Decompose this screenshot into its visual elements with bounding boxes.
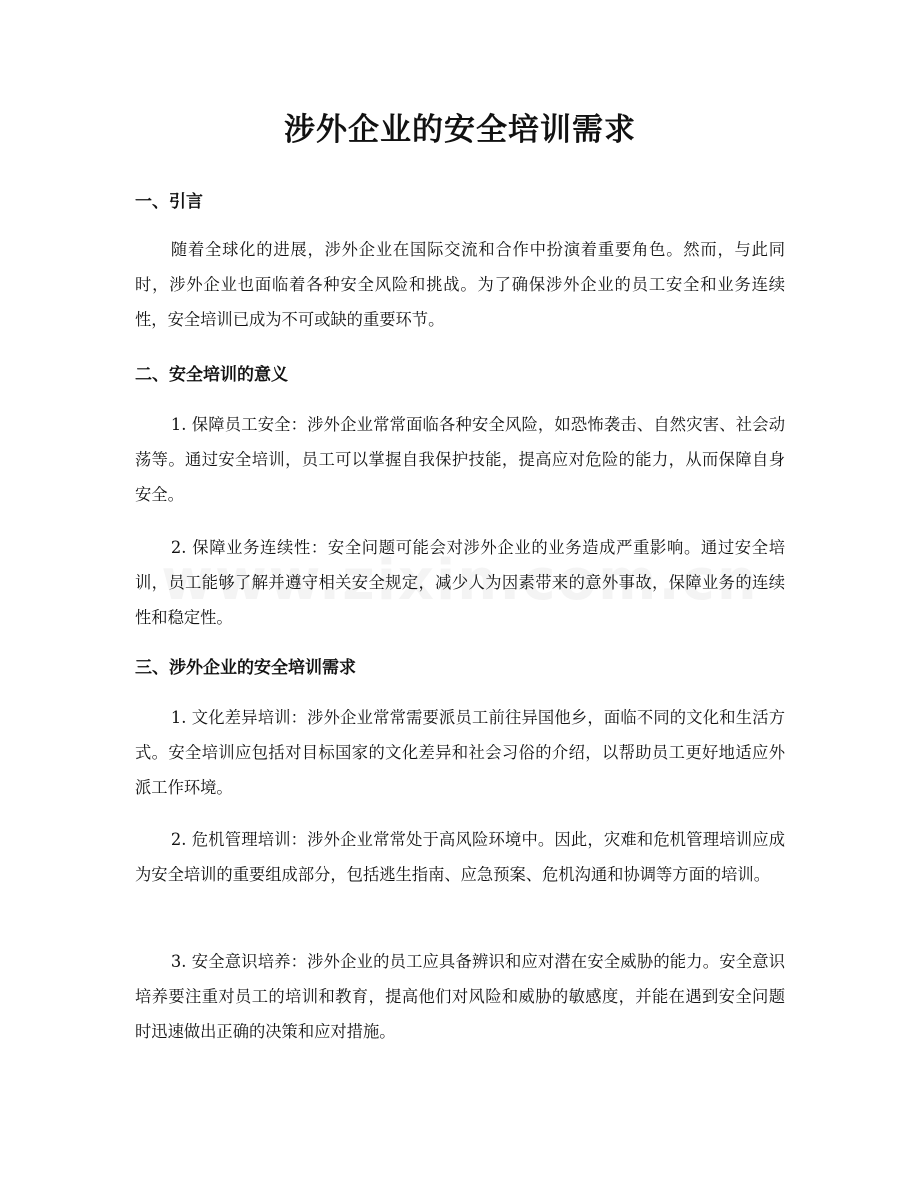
paragraph-introduction: 随着全球化的进展，涉外企业在国际交流和合作中扮演着重要角色。然而，与此同时，涉外企业也面临着各种安全风险和挑战。为了确保涉外企业的员工安全和业务连续性，安全培训已成为不可或缺的重要环节。 bbox=[135, 240, 785, 329]
paragraph-employee-safety: 1. 保障员工安全：涉外企业常常面临各种安全风险，如恐怖袭击、自然灾害、社会动荡等。通过安全培训，员工可以掌握自我保护技能，提高应对危险的能力，从而保障自身安全。 bbox=[135, 415, 785, 504]
section-heading-introduction: 一、引言 bbox=[135, 192, 203, 212]
paragraph-crisis-training: 2. 危机管理培训：涉外企业常常处于高风险环境中。因此，灾难和危机管理培训应成为安全培训的重要组成部分，包括逃生指南、应急预案、危机沟通和协调等方面的培训。 bbox=[135, 830, 785, 884]
document-title: 涉外企业的安全培训需求 bbox=[284, 112, 636, 148]
paragraph-cultural-training: 1. 文化差异培训：涉外企业常常需要派员工前往异国他乡，面临不同的文化和生活方式。安全培训应包括对目标国家的文化差异和社会习俗的介绍，以帮助员工更好地适应外派工作环境。 bbox=[135, 708, 785, 797]
paragraph-safety-awareness: 3. 安全意识培养：涉外企业的员工应具备辨识和应对潜在安全威胁的能力。安全意识培养要注重对员工的培训和教育，提高他们对风险和威胁的敏感度，并能在遇到安全问题时迅速做出正确的决策和应对措施。 bbox=[135, 952, 785, 1041]
section-heading-training-needs: 三、涉外企业的安全培训需求 bbox=[135, 658, 356, 678]
section-heading-significance: 二、安全培训的意义 bbox=[135, 365, 288, 385]
paragraph-business-continuity: 2. 保障业务连续性：安全问题可能会对涉外企业的业务造成严重影响。通过安全培训，员工能够了解并遵守相关安全规定，减少人为因素带来的意外事故，保障业务的连续性和稳定性。 bbox=[135, 538, 785, 627]
